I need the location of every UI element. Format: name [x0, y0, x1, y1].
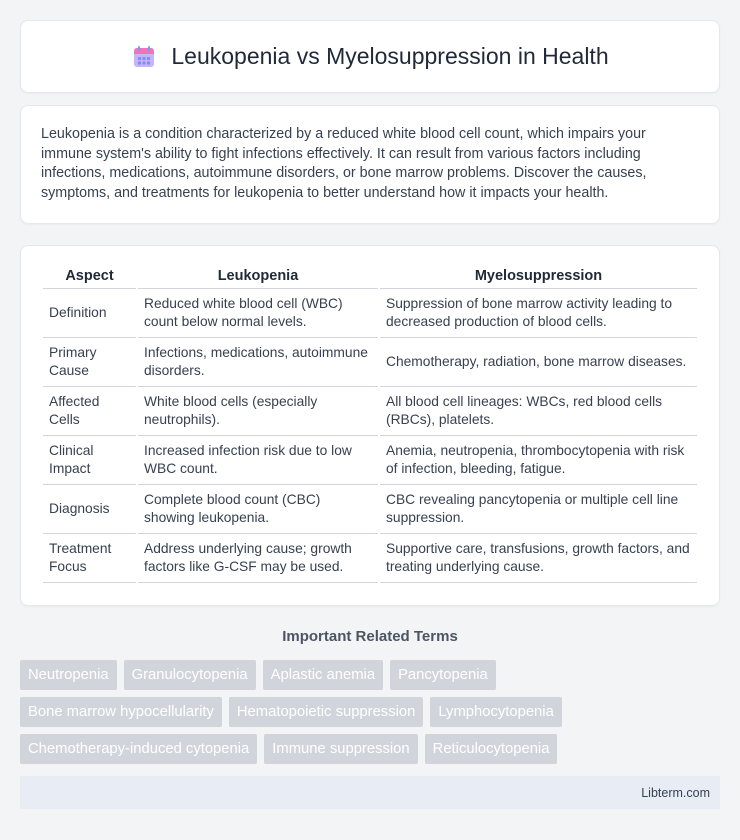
related-term-tag[interactable]: Chemotherapy-induced cytopenia [20, 734, 257, 764]
related-term-tag[interactable]: Aplastic anemia [263, 660, 383, 690]
related-term-tag[interactable]: Granulocytopenia [124, 660, 256, 690]
related-terms-list [20, 660, 620, 764]
title-card [20, 20, 720, 93]
related-term-tag[interactable]: Pancytopenia [390, 660, 496, 690]
calendar-icon [131, 44, 157, 70]
row-myelosuppression: Suppression of bone marrow activity leading to decreased production of blood cells. [380, 289, 697, 338]
header-leukopenia: Leukopenia [138, 264, 378, 289]
row-leukopenia: Infections, medications, autoimmune disorders. [138, 338, 378, 387]
table-row [43, 387, 697, 436]
row-leukopenia: White blood cells (especially neutrophils). [138, 387, 378, 436]
related-term-tag[interactable]: Bone marrow hypocellularity [20, 697, 222, 727]
related-term-tag[interactable]: Hematopoietic suppression [229, 697, 423, 727]
row-myelosuppression: Chemotherapy, radiation, bone marrow diseases. [380, 338, 697, 387]
related-term-tag[interactable]: Lymphocytopenia [430, 697, 561, 727]
header-aspect: Aspect [43, 264, 136, 289]
table-row [43, 338, 697, 387]
row-leukopenia: Increased infection risk due to low WBC count. [138, 436, 378, 485]
row-myelosuppression: Anemia, neutropenia, thrombocytopenia with risk of infection, bleeding, fatigue. [380, 436, 697, 485]
row-leukopenia: Address underlying cause; growth factors like G-CSF may be used. [138, 534, 378, 583]
row-aspect: Clinical Impact [43, 436, 136, 485]
footer-site-link[interactable]: Libterm.com [641, 785, 710, 800]
intro-card [20, 105, 720, 224]
row-aspect: Affected Cells [43, 387, 136, 436]
comparison-table [41, 264, 699, 583]
related-term-tag[interactable]: Immune suppression [264, 734, 417, 764]
row-myelosuppression: CBC revealing pancytopenia or multiple cell line suppression. [380, 485, 697, 534]
intro-text: Leukopenia is a condition characterized by a reduced white blood cell count, which impairs your immune system's ability to fight infections effectively. It can result from various factors including infections, medications, autoimmune disorders, or bone marrow problems. Discover the causes, symptoms, and treatments for leukopenia to better understand how it impacts your health. [41, 126, 647, 201]
table-row [43, 485, 697, 534]
table-header-row [43, 264, 697, 289]
table-row [43, 436, 697, 485]
table-row [43, 289, 697, 338]
row-aspect: Definition [43, 289, 136, 338]
row-myelosuppression: Supportive care, transfusions, growth factors, and treating underlying cause. [380, 534, 697, 583]
related-term-tag[interactable]: Reticulocytopenia [425, 734, 558, 764]
header-myelosuppression: Myelosuppression [380, 264, 697, 289]
row-aspect: Treatment Focus [43, 534, 136, 583]
table-row [43, 534, 697, 583]
footer [20, 776, 720, 809]
related-term-tag[interactable]: Neutropenia [20, 660, 117, 690]
comparison-card [20, 245, 720, 606]
related-terms-heading: Important Related Terms [282, 628, 458, 645]
row-leukopenia: Complete blood count (CBC) showing leukopenia. [138, 485, 378, 534]
page-title: Leukopenia vs Myelosuppression in Health [171, 43, 609, 69]
row-myelosuppression: All blood cell lineages: WBCs, red blood cells (RBCs), platelets. [380, 387, 697, 436]
row-aspect: Diagnosis [43, 485, 136, 534]
row-aspect: Primary Cause [43, 338, 136, 387]
row-leukopenia: Reduced white blood cell (WBC) count below normal levels. [138, 289, 378, 338]
